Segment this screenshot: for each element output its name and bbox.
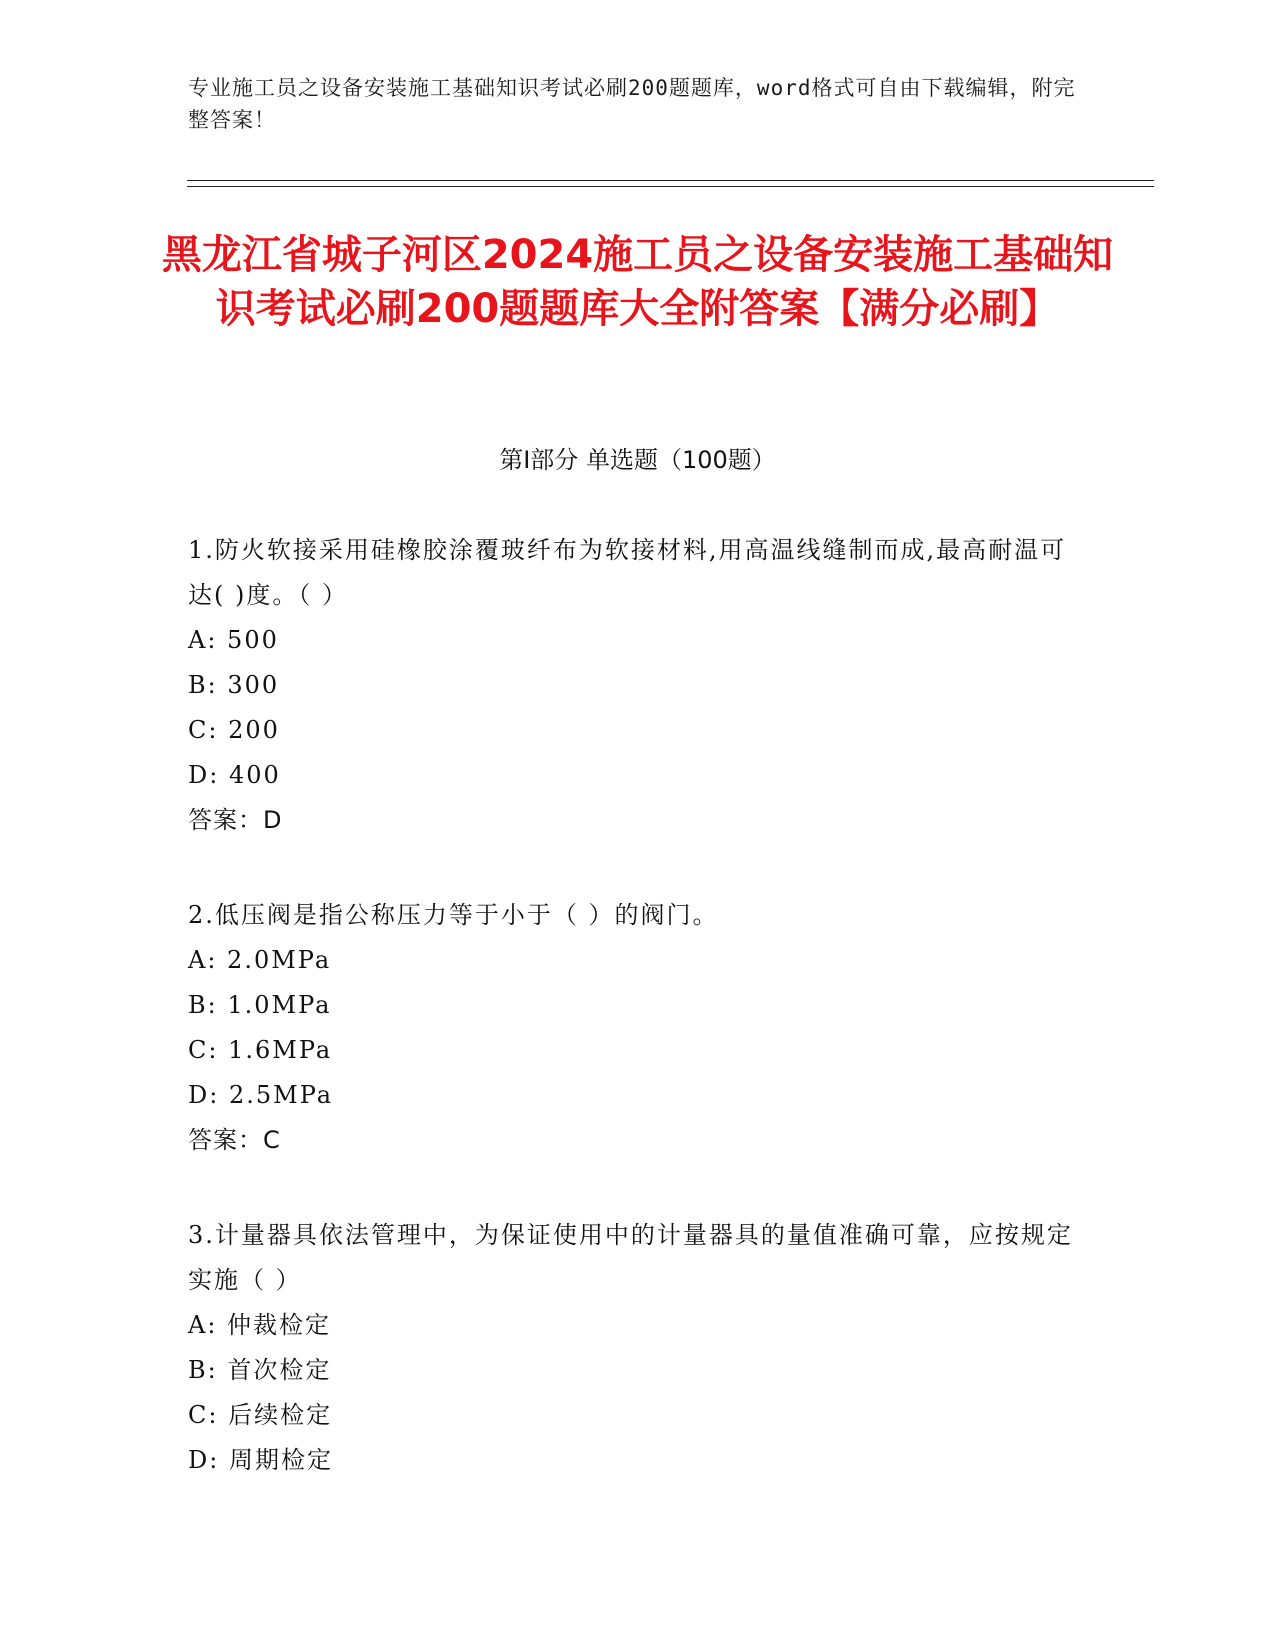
question-1 <box>188 528 1088 843</box>
header-note: 专业施工员之设备安装施工基础知识考试必刷200题题库，word格式可自由下载编辑，附完整答案！ <box>188 76 1076 132</box>
header-divider-bottom <box>187 186 1154 187</box>
question-2 <box>188 893 1088 1163</box>
question-stem: 3.计量器具依法管理中，为保证使用中的计量器具的量值准确可靠，应按规定实施（ ） <box>188 1221 1073 1294</box>
option-d: D: 400 <box>188 761 281 789</box>
question-3 <box>188 1213 1088 1483</box>
option-d: D: 2.5MPa <box>188 1081 334 1109</box>
option-a: A: 2.0MPa <box>188 946 332 974</box>
option-a: A: 仲裁检定 <box>188 1311 332 1339</box>
option-b: B: 首次检定 <box>188 1356 332 1384</box>
header-divider-top <box>187 180 1154 181</box>
option-b: B: 300 <box>188 671 280 699</box>
option-d: D: 周期检定 <box>188 1446 333 1474</box>
option-c: C: 后续检定 <box>188 1401 333 1429</box>
document-title: 黑龙江省城子河区2024施工员之设备安装施工基础知识考试必刷200题题库大全附答案【满分必刷】 <box>161 232 1114 332</box>
answer-label: 答案：C <box>188 1126 281 1154</box>
option-b: B: 1.0MPa <box>188 991 332 1019</box>
question-stem: 2.低压阀是指公称压力等于小于（ ）的阀门。 <box>188 901 719 929</box>
option-a: A: 500 <box>188 626 279 654</box>
option-c: C: 1.6MPa <box>188 1036 333 1064</box>
option-c: C: 200 <box>188 716 280 744</box>
section-heading: 第Ⅰ部分 单选题（100题） <box>499 446 776 474</box>
answer-label: 答案：D <box>188 806 283 834</box>
question-list <box>188 528 1088 1533</box>
question-stem: 1.防火软接采用硅橡胶涂覆玻纤布为软接材料,用高温线缝制而成,最高耐温可达( )度。（ ） <box>188 536 1067 609</box>
